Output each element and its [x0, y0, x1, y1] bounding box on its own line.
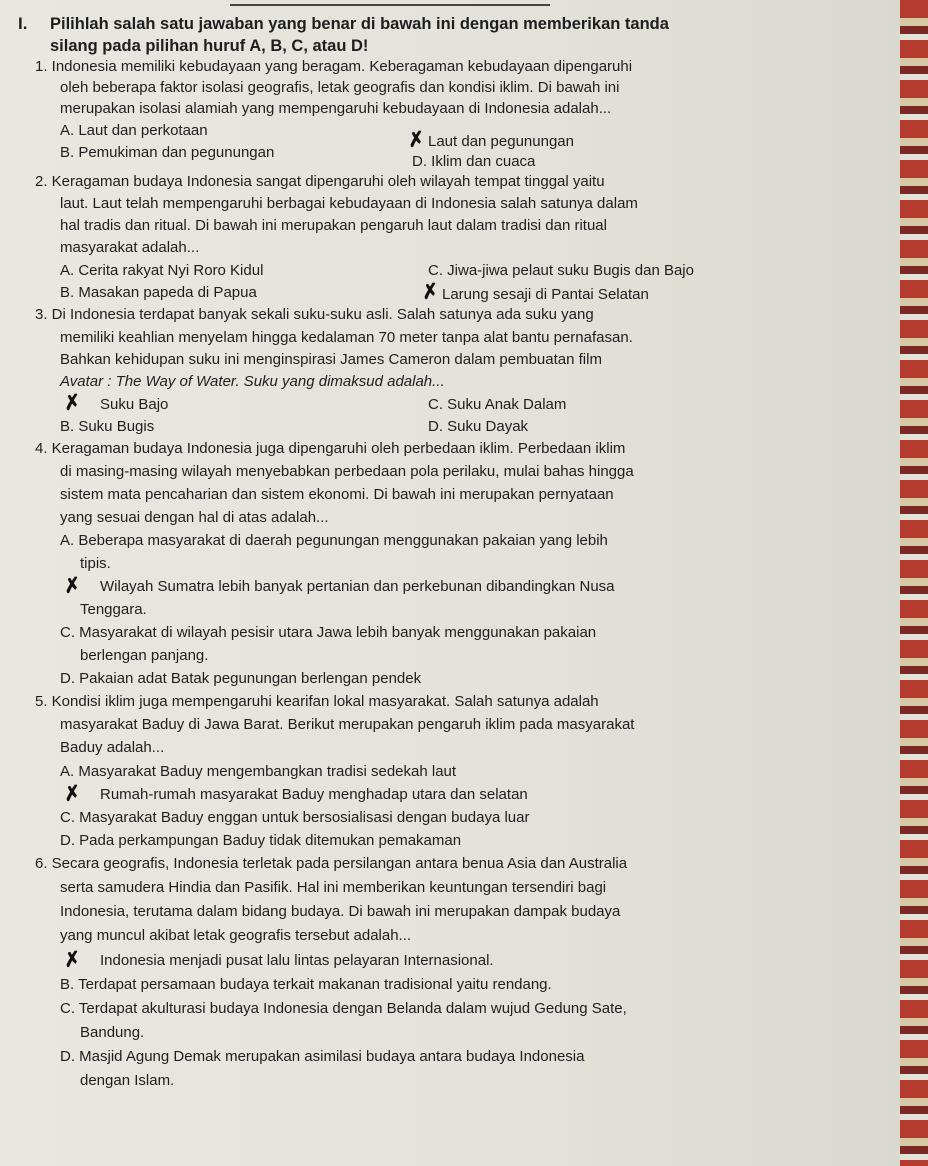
q4-option-a-line-2: tipis. — [80, 555, 111, 572]
q4-option-d[interactable]: D. Pakaian adat Batak pegunungan berlengan pendek — [60, 670, 422, 687]
q4-stem-2: di masing-masing wilayah menyebabkan perbedaan pola perilaku, mulai bahas hingga — [60, 463, 634, 480]
q5-option-a[interactable]: A. Masyarakat Baduy mengembangkan tradisi sedekah laut — [60, 763, 457, 780]
background-fabric — [900, 0, 928, 1166]
q3-option-a[interactable]: Suku Bajo — [100, 396, 169, 413]
q3-stem-3: Bahkan kehidupan suku ini menginspirasi James Cameron dalam pembuatan film — [60, 351, 602, 368]
q6-option-a[interactable]: Indonesia menjadi pusat lalu lintas pelayaran Internasional. — [100, 952, 494, 969]
q5-stem-2: masyarakat Baduy di Jawa Barat. Berikut merupakan pengaruh iklim pada masyarakat — [60, 716, 635, 733]
q1-option-d[interactable]: D. Iklim dan cuaca — [412, 153, 536, 170]
q6-stem-2: serta samudera Hindia dan Pasifik. Hal ini memberikan keuntungan tersendiri bagi — [60, 879, 607, 896]
q3-option-b[interactable]: B. Suku Bugis — [60, 418, 155, 435]
q3-stem-4: Avatar : The Way of Water. Suku yang dimaksud adalah... — [60, 373, 445, 390]
q4-option-c-line-1[interactable]: C. Masyarakat di wilayah pesisir utara Jawa lebih banyak menggunakan pakaian — [60, 624, 597, 641]
instruction-line-2: silang pada pilihan huruf A, B, C, atau D! — [50, 37, 369, 55]
q2-stem-4: masyarakat adalah... — [60, 239, 200, 256]
q4-stem-4: yang sesuai dengan hal di atas adalah... — [60, 509, 329, 526]
instruction-line-1: Pilihlah salah satu jawaban yang benar di bawah ini dengan memberikan tanda — [50, 15, 669, 33]
q3-option-c[interactable]: C. Suku Anak Dalam — [428, 396, 567, 413]
q1-option-a[interactable]: A. Laut dan perkotaan — [60, 122, 208, 139]
q1-stem-3: merupakan isolasi alamiah yang mempengaruhi kebudayaan di Indonesia adalah... — [60, 100, 612, 117]
q1-answer-cross-mark: ✗ — [406, 127, 427, 153]
q3-answer-cross-mark: ✗ — [62, 390, 83, 416]
q4-option-a-line-1[interactable]: A. Beberapa masyarakat di daerah pegunungan menggunakan pakaian yang lebih — [60, 532, 608, 549]
q4-stem-1: 4. Keragaman budaya Indonesia juga dipengaruhi oleh perbedaan iklim. Perbedaan iklim — [35, 440, 626, 457]
q4-stem-3: sistem mata pencaharian dan sistem ekonomi. Di bawah ini merupakan pernyataan — [60, 486, 614, 503]
q4-option-b-line-1[interactable]: Wilayah Sumatra lebih banyak pertanian dan perkebunan dibandingkan Nusa — [100, 578, 615, 595]
q1-stem-1: 1. Indonesia memiliki kebudayaan yang beragam. Keberagaman kebudayaan dipengaruhi — [35, 58, 633, 75]
q6-stem-3: Indonesia, terutama dalam bidang budaya. Di bawah ini merupakan dampak budaya — [60, 903, 621, 920]
q6-option-c-line-2: Bandung. — [80, 1024, 145, 1041]
q6-option-d-line-2: dengan Islam. — [80, 1072, 175, 1089]
section-number: I. — [18, 14, 28, 33]
q3-stem-2: memiliki keahlian menyelam hingga kedalaman 70 meter tanpa alat bantu pernafasan. — [60, 329, 633, 346]
q1-option-c[interactable]: Laut dan pegunungan — [428, 133, 574, 150]
q6-answer-cross-mark: ✗ — [62, 947, 83, 973]
q5-option-d[interactable]: D. Pada perkampungan Baduy tidak ditemukan pemakaman — [60, 832, 462, 849]
q5-stem-3: Baduy adalah... — [60, 739, 165, 756]
top-rule — [230, 4, 550, 6]
q5-stem-1: 5. Kondisi iklim juga mempengaruhi kearifan lokal masyarakat. Salah satunya adalah — [35, 693, 599, 710]
q2-option-a[interactable]: A. Cerita rakyat Nyi Roro Kidul — [60, 262, 264, 279]
q2-option-c[interactable]: C. Jiwa-jiwa pelaut suku Bugis dan Bajo — [428, 262, 694, 279]
q6-stem-4: yang muncul akibat letak geografis tersebut adalah... — [60, 927, 412, 944]
q2-answer-cross-mark: ✗ — [420, 279, 441, 305]
q6-option-c-line-1[interactable]: C. Terdapat akulturasi budaya Indonesia dengan Belanda dalam wujud Gedung Sate, — [60, 1000, 627, 1017]
q6-option-d-line-1[interactable]: D. Masjid Agung Demak merupakan asimilasi budaya antara budaya Indonesia — [60, 1048, 585, 1065]
q2-stem-2: laut. Laut telah mempengaruhi berbagai kebudayaan di Indonesia salah satunya dalam — [60, 195, 638, 212]
q2-option-d[interactable]: Larung sesaji di Pantai Selatan — [442, 286, 649, 303]
q2-stem-3: hal tradis dan ritual. Di bawah ini merupakan pengaruh laut dalam tradisi dan ritual — [60, 217, 607, 234]
q6-stem-1: 6. Secara geografis, Indonesia terletak pada persilangan antara benua Asia dan Australia — [35, 855, 628, 872]
q1-stem-2: oleh beberapa faktor isolasi geografis, letak geografis dan kondisi iklim. Di bawah ini — [60, 79, 620, 96]
q4-option-b-line-2: Tenggara. — [80, 601, 147, 618]
q2-option-b[interactable]: B. Masakan papeda di Papua — [60, 284, 257, 301]
q5-option-c[interactable]: C. Masyarakat Baduy enggan untuk bersosialisasi dengan budaya luar — [60, 809, 530, 826]
q4-option-c-line-2: berlengan panjang. — [80, 647, 209, 664]
q4-answer-cross-mark: ✗ — [62, 573, 83, 599]
q5-option-b[interactable]: Rumah-rumah masyarakat Baduy menghadap utara dan selatan — [100, 786, 528, 803]
q3-option-d[interactable]: D. Suku Dayak — [428, 418, 529, 435]
q2-stem-1: 2. Keragaman budaya Indonesia sangat dipengaruhi oleh wilayah tempat tinggal yaitu — [35, 173, 605, 190]
q3-stem-1: 3. Di Indonesia terdapat banyak sekali suku-suku asli. Salah satunya ada suku yang — [35, 306, 594, 323]
q5-answer-cross-mark: ✗ — [62, 781, 83, 807]
q1-option-b[interactable]: B. Pemukiman dan pegunungan — [60, 144, 275, 161]
q6-option-b[interactable]: B. Terdapat persamaan budaya terkait makanan tradisional yaitu rendang. — [60, 976, 552, 993]
